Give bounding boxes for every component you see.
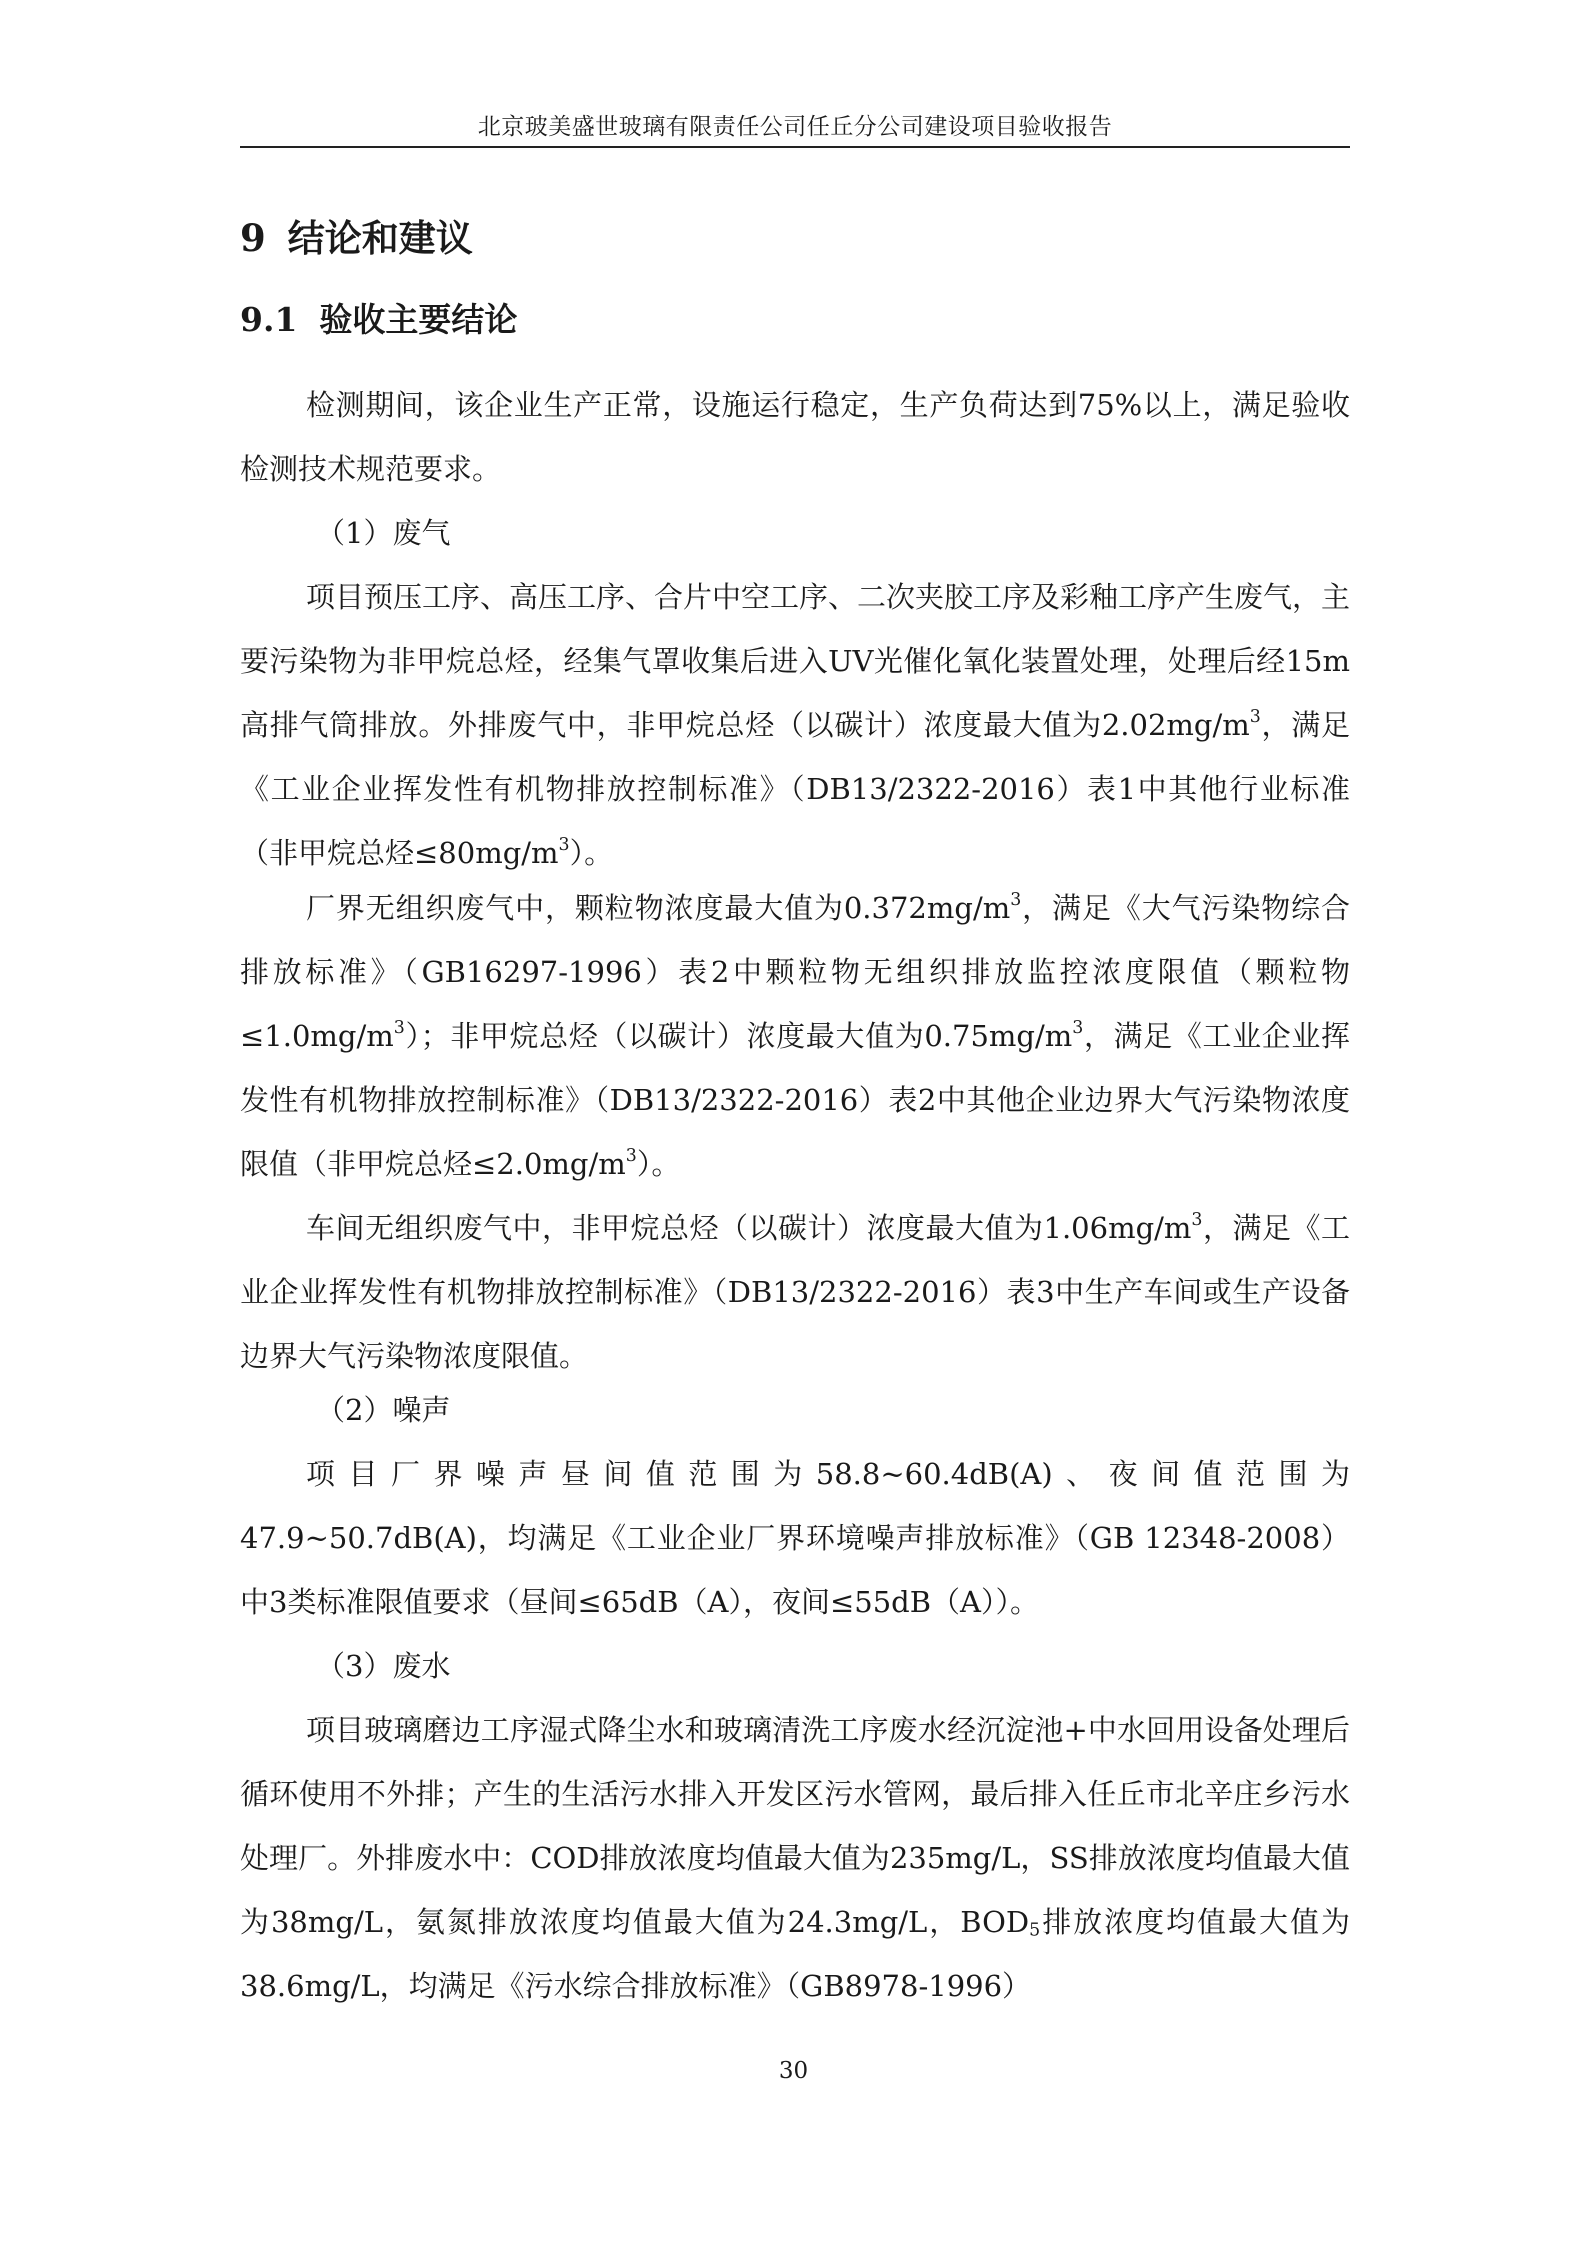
subsection-title: 验收主要结论 [319,300,518,339]
waste-water-heading: （3）废水 [316,1649,451,1683]
section-number: 9 [240,216,266,260]
waste-gas-paragraph-3: 车间无组织废气中，非甲烷总烃（以碳计）浓度最大值为$1.06mg/m^3$，满足《工业企业挥发性有机物排放控制标准》（DB13/2322-2016）表3中生产车间或生产设备边界大气污染物浓度限值。 [240,1209,1350,1373]
waste-gas-heading: （1）废气 [316,516,451,550]
intro-paragraph: 检测期间，该企业生产正常，设施运行稳定，生产负荷达到75%以上，满足验收检测技术规范要求。 [240,388,1350,486]
waste-gas-paragraph-1: 项目预压工序、高压工序、合片中空工序、二次夹胶工序及彩釉工序产生废气，主要污染物为非甲烷总烃，经集气罩收集后进入UV光催化氧化装置处理，处理后经15m高排气筒排放。外排废气中，非甲烷总烃（以碳计）浓度最大值为$2.02mg/m^3$，满足《工业企业挥发性有机物排放控制标准》（DB13/2322-2016）表1中其他行业标准（非甲烷总烃$\le 80mg/m^3$）。 [240,580,1351,870]
subsection-number: 9.1 [240,300,298,339]
header-divider [240,146,1350,148]
body-text-1 [240,373,1350,885]
page-header: 北京玻美盛世玻璃有限责任公司任丘分公司建设项目验收报告 [477,114,1113,140]
section-heading [240,208,473,262]
waste-gas-paragraph-2: 厂界无组织废气中，颗粒物浓度最大值为$0.372mg/m^3$，满足《大气污染物综合排放标准》（GB16297-1996）表2中颗粒物无组织排放监控浓度限值（颗粒物$\le 1.0mg/m^3$）；非甲烷总烃（以碳计）浓度最大值为$0.75mg/m^3$，满足《工业企业挥发性有机物排放控制标准》（DB13/2322-2016）表2中其他企业边界大气污染物浓度限值（非甲烷总烃$\le 2.0mg/m^3$）。 [240,889,1350,1181]
page-number: 30 [778,2058,809,2084]
noise-heading: （2）噪声 [316,1393,451,1427]
body-text-2 [240,876,1350,1388]
subsection-heading [240,294,517,341]
body-text-3 [240,1378,1350,2018]
noise-paragraph: 项目厂界噪声昼间值范围为58.8~60.4dB(A)、夜间值范围为47.9~50.7dB(A)，均满足《工业企业厂界环境噪声排放标准》（GB 12348-2008）中3类标准限值要求（昼间≤65dB（A），夜间≤55dB（A））。 [240,1457,1350,1619]
waste-water-paragraph: 项目玻璃磨边工序湿式降尘水和玻璃清洗工序废水经沉淀池+中水回用设备处理后循环使用不外排；产生的生活污水排入开发区污水管网，最后排入任丘市北辛庄乡污水处理厂。外排废水中：COD排放浓度均值最大值为235mg/L，SS排放浓度均值最大值为38mg/L，氨氮排放浓度均值最大值为24.3mg/L，$BOD_5$排放浓度均值最大值为38.6mg/L，均满足《污水综合排放标准》（GB8978-1996） [240,1713,1350,2003]
section-title: 结论和建议 [287,217,473,260]
